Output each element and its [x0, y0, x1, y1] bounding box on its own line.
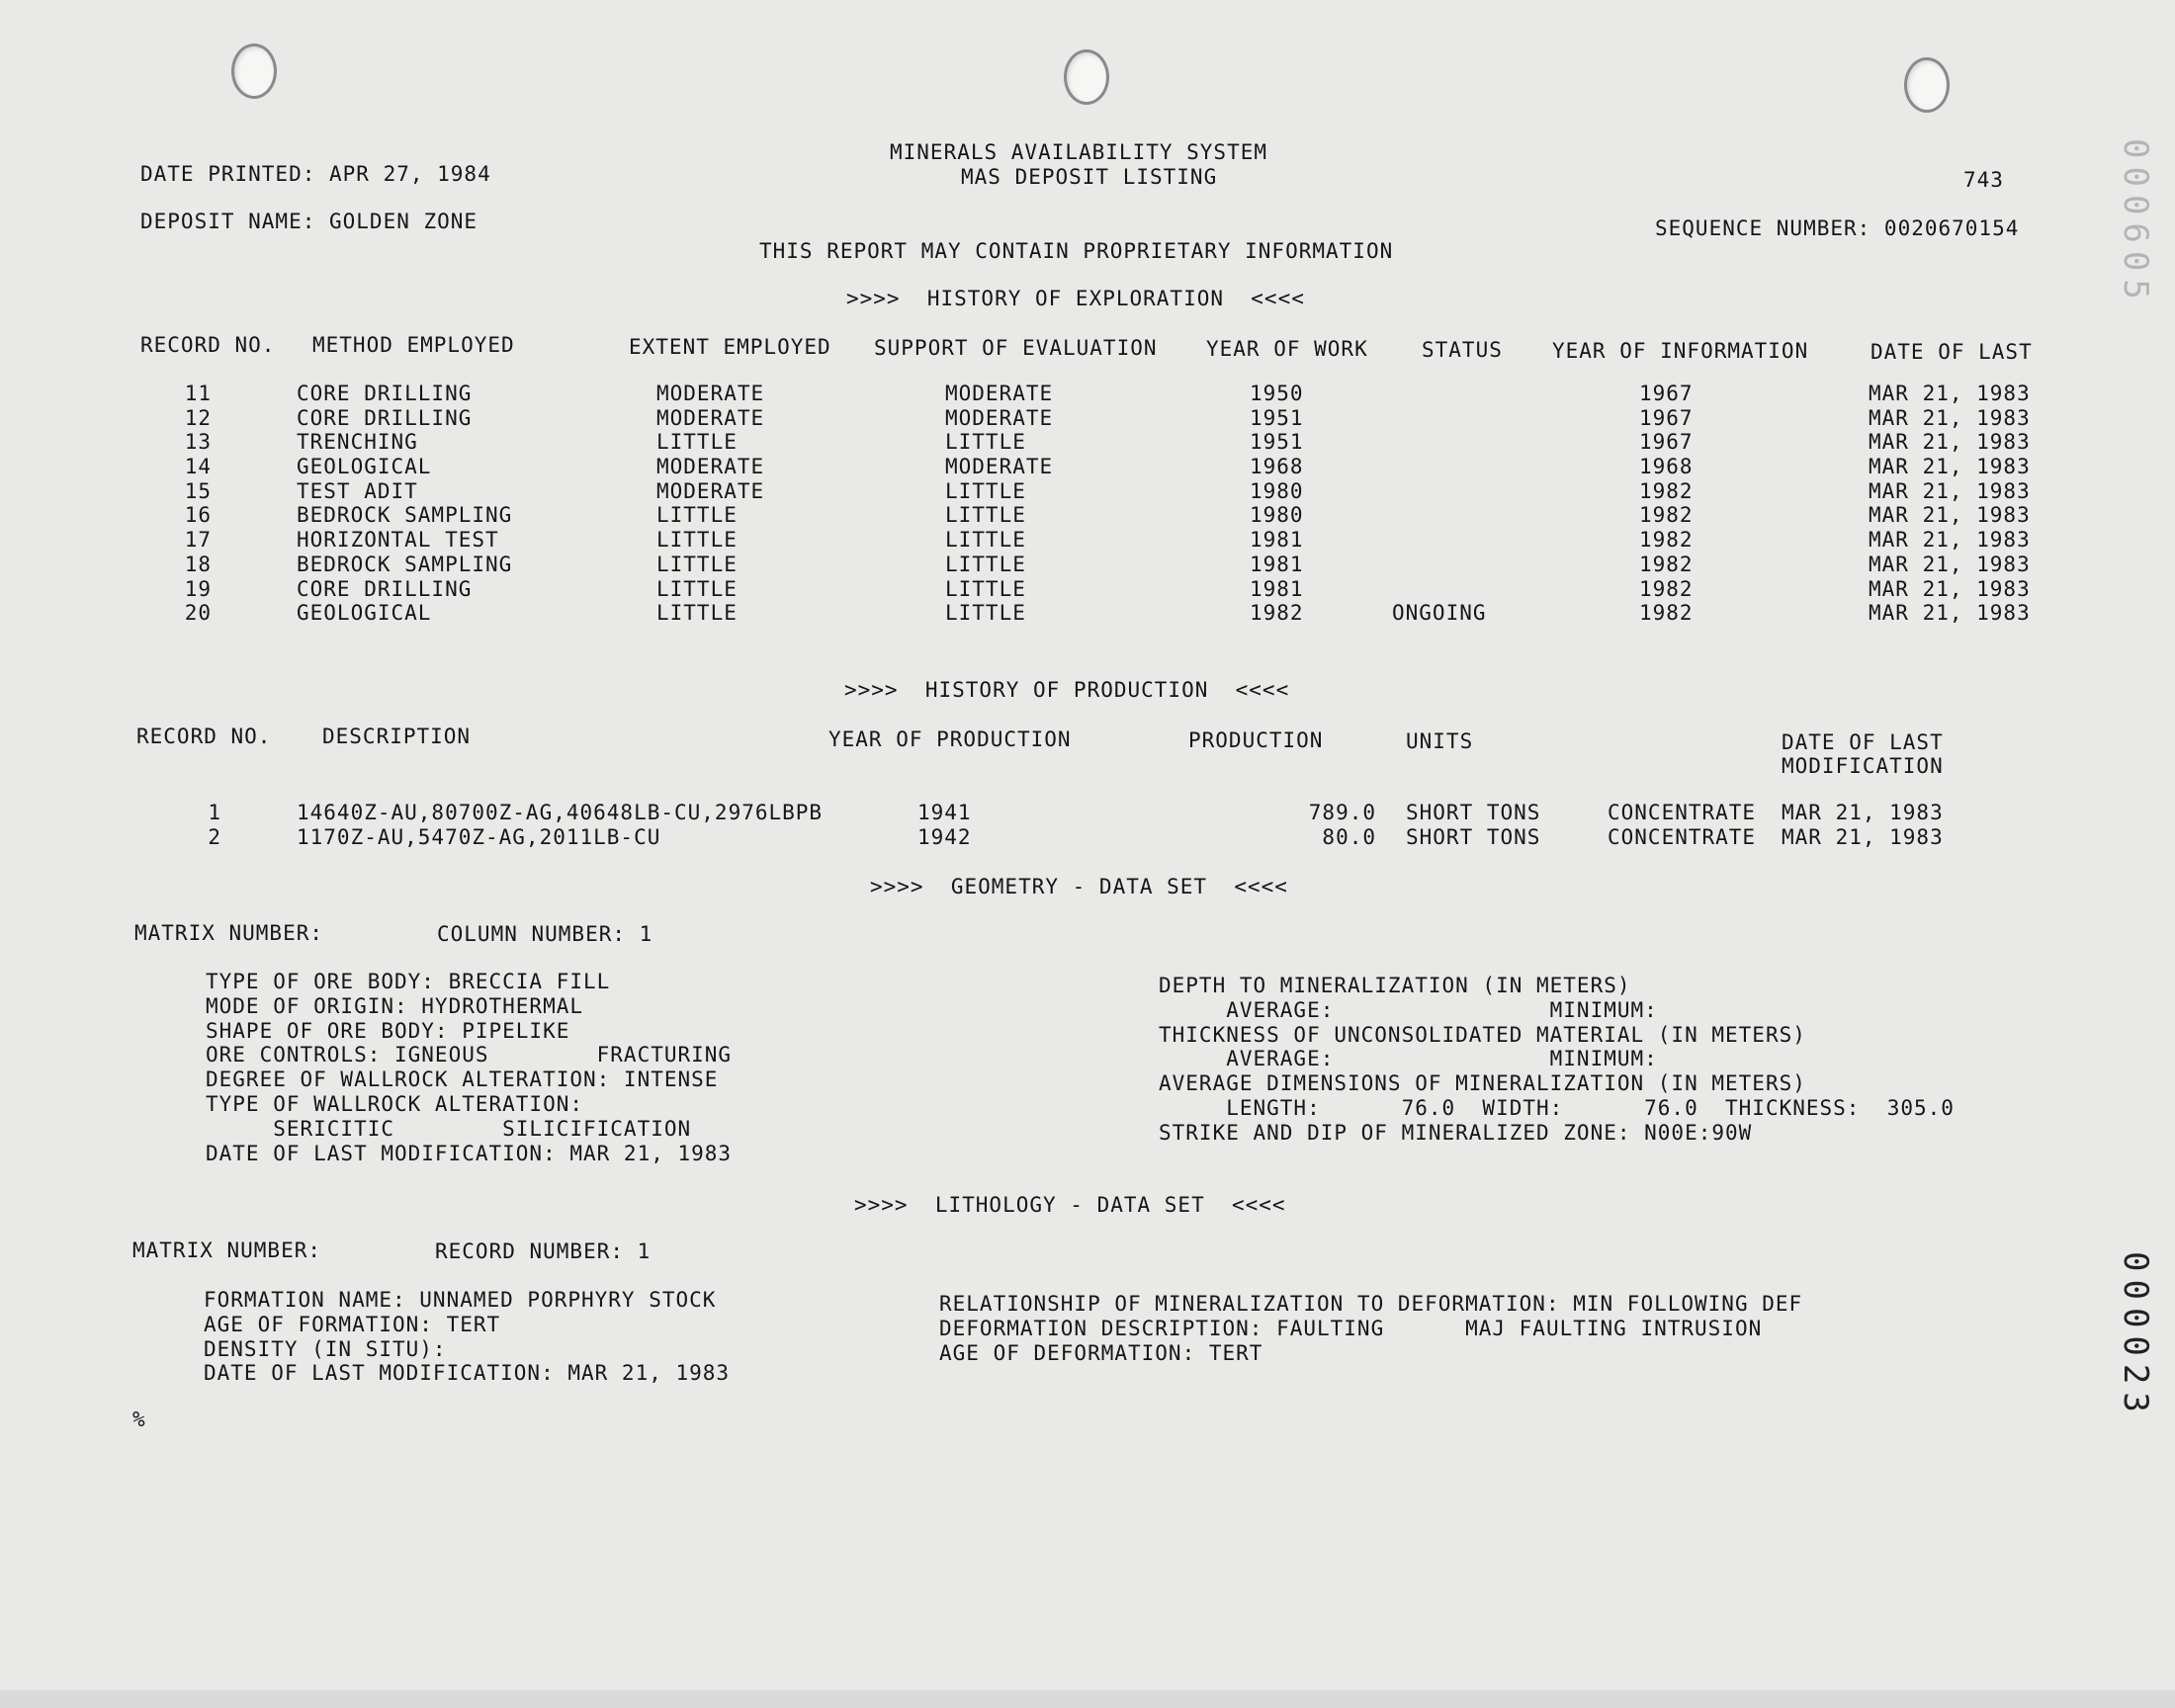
exploration-row	[0, 455, 2175, 479]
cell-method: TEST ADIT	[297, 478, 418, 503]
geometry-field: THICKNESS OF UNCONSOLIDATED MATERIAL (IN METERS)	[1159, 1022, 1806, 1047]
lithology-field: FORMATION NAME: UNNAMED PORPHYRY STOCK	[204, 1288, 717, 1312]
prod-col-units: UNITS	[1406, 729, 1474, 753]
geometry-left-block	[206, 970, 732, 1165]
lithology-field: AGE OF DEFORMATION: TERT	[939, 1340, 1263, 1365]
cell-product-type: CONCENTRATE	[1608, 801, 1757, 824]
cell-record-no: 15	[184, 478, 212, 503]
exploration-section-title: >>>> HISTORY OF EXPLORATION <<<<	[846, 287, 1305, 310]
exploration-row	[0, 503, 2175, 528]
geometry-matrix-number: MATRIX NUMBER:	[134, 921, 324, 945]
cell-support: LITTLE	[945, 601, 1026, 626]
cell-method: GEOLOGICAL	[297, 601, 432, 626]
cell-year: 1941	[917, 801, 972, 824]
cell-method: GEOLOGICAL	[297, 455, 432, 479]
cell-support: LITTLE	[945, 430, 1026, 455]
cell-date-last: MAR 21, 1983	[1869, 503, 2031, 528]
percent-mark: %	[132, 1408, 146, 1431]
exploration-row	[0, 577, 2175, 602]
geometry-column-number: COLUMN NUMBER: 1	[437, 922, 653, 946]
geometry-field: TYPE OF WALLROCK ALTERATION:	[206, 1091, 584, 1116]
cell-date-last: MAR 21, 1983	[1869, 478, 2031, 503]
cell-record-no: 13	[184, 430, 212, 455]
exploration-row	[0, 430, 2175, 455]
cell-extent: LITTLE	[656, 601, 738, 626]
cell-support: LITTLE	[945, 552, 1026, 576]
col-extent: EXTENT EMPLOYED	[629, 335, 831, 359]
exploration-row	[0, 406, 2175, 431]
geometry-field: SHAPE OF ORE BODY: PIPELIKE	[206, 1018, 570, 1043]
col-record-no: RECORD NO.	[140, 333, 276, 357]
cell-extent: MODERATE	[656, 455, 765, 479]
cell-date-last: MAR 21, 1983	[1869, 455, 2031, 479]
geometry-right-block	[1159, 974, 1955, 1146]
cell-year-work: 1981	[1250, 552, 1304, 576]
production-table	[0, 801, 2175, 849]
col-year-info: YEAR OF INFORMATION	[1552, 339, 1809, 363]
prod-col-production: PRODUCTION	[1188, 728, 1324, 752]
cell-record-no: 20	[184, 601, 212, 626]
side-stamp-top: 000605	[2116, 138, 2155, 307]
side-stamp-bottom: 000023	[2116, 1251, 2155, 1420]
cell-units: SHORT TONS	[1406, 801, 1541, 824]
date-printed: DATE PRINTED: APR 27, 1984	[140, 162, 491, 186]
prod-col-date-last: DATE OF LAST	[1782, 730, 1944, 754]
cell-date-last: MAR 21, 1983	[1782, 824, 1944, 849]
cell-method: CORE DRILLING	[297, 576, 473, 601]
col-method: METHOD EMPLOYED	[312, 333, 515, 357]
cell-method: CORE DRILLING	[297, 382, 473, 405]
system-title: MINERALS AVAILABILITY SYSTEM	[890, 140, 1268, 164]
cell-year-info: 1982	[1639, 601, 1694, 626]
cell-status: ONGOING	[1392, 601, 1487, 626]
cell-method: HORIZONTAL TEST	[297, 528, 499, 553]
cell-method: BEDROCK SAMPLING	[297, 552, 513, 576]
cell-year-work: 1981	[1250, 576, 1304, 601]
cell-year-info: 1982	[1639, 528, 1694, 553]
cell-extent: LITTLE	[656, 528, 738, 553]
geometry-field: ORE CONTROLS: IGNEOUS FRACTURING	[206, 1043, 733, 1068]
cell-record-no: 2	[208, 824, 221, 849]
exploration-row	[0, 553, 2175, 577]
cell-year-info: 1968	[1639, 455, 1694, 479]
cell-record-no: 1	[208, 801, 221, 824]
cell-year-work: 1981	[1250, 528, 1304, 553]
cell-method: CORE DRILLING	[297, 405, 473, 430]
cell-date-last: MAR 21, 1983	[1869, 430, 2031, 455]
production-row	[0, 801, 2175, 825]
cell-year-info: 1982	[1639, 576, 1694, 601]
exploration-row	[0, 528, 2175, 553]
geometry-field: AVERAGE: MINIMUM:	[1159, 1047, 1658, 1071]
cell-extent: LITTLE	[656, 430, 738, 455]
cell-support: MODERATE	[945, 382, 1054, 405]
lithology-record-number: RECORD NUMBER: 1	[435, 1239, 652, 1263]
cell-year-work: 1968	[1250, 455, 1304, 479]
geometry-section-title: >>>> GEOMETRY - DATA SET <<<<	[870, 875, 1288, 898]
punch-hole-center	[1064, 49, 1109, 105]
geometry-field: DATE OF LAST MODIFICATION: MAR 21, 1983	[206, 1141, 733, 1165]
cell-record-no: 16	[184, 503, 212, 528]
cell-extent: MODERATE	[656, 405, 765, 430]
cell-units: SHORT TONS	[1406, 824, 1541, 849]
exploration-row	[0, 601, 2175, 626]
cell-record-no: 11	[184, 382, 212, 405]
punch-hole-left	[231, 43, 277, 99]
cell-extent: LITTLE	[656, 503, 738, 528]
cell-record-no: 19	[184, 576, 212, 601]
cell-year-info: 1982	[1639, 503, 1694, 528]
cell-description: 14640Z-AU,80700Z-AG,40648LB-CU,2976LBPB	[297, 801, 824, 824]
col-support: SUPPORT OF EVALUATION	[874, 336, 1158, 360]
cell-year-info: 1982	[1639, 552, 1694, 576]
cell-record-no: 12	[184, 405, 212, 430]
cell-date-last: MAR 21, 1983	[1782, 801, 1944, 824]
cell-date-last: MAR 21, 1983	[1869, 405, 2031, 430]
lithology-matrix-number: MATRIX NUMBER:	[132, 1238, 322, 1262]
cell-year-info: 1967	[1639, 405, 1694, 430]
lithology-section-title: >>>> LITHOLOGY - DATA SET <<<<	[854, 1193, 1286, 1217]
cell-extent: LITTLE	[656, 576, 738, 601]
cell-support: MODERATE	[945, 455, 1054, 479]
cell-extent: MODERATE	[656, 478, 765, 503]
cell-year-work: 1982	[1250, 601, 1304, 626]
deposit-name: DEPOSIT NAME: GOLDEN ZONE	[140, 210, 478, 233]
prod-col-year: YEAR OF PRODUCTION	[828, 727, 1072, 751]
col-date-last: DATE OF LAST	[1870, 340, 2033, 364]
cell-production: 80.0	[1322, 824, 1376, 849]
geometry-field: DEPTH TO MINERALIZATION (IN METERS)	[1159, 974, 1631, 997]
cell-support: LITTLE	[945, 478, 1026, 503]
exploration-row	[0, 479, 2175, 504]
production-row	[0, 825, 2175, 850]
cell-year-work: 1950	[1250, 382, 1304, 405]
geometry-field: TYPE OF ORE BODY: BRECCIA FILL	[206, 970, 611, 993]
lithology-right-block	[939, 1292, 1802, 1365]
col-year-work: YEAR OF WORK	[1206, 337, 1368, 361]
prod-col-description: DESCRIPTION	[322, 725, 472, 748]
cell-year-info: 1967	[1639, 430, 1694, 455]
cell-method: BEDROCK SAMPLING	[297, 503, 513, 528]
cell-record-no: 18	[184, 552, 212, 576]
sequence-number: SEQUENCE NUMBER: 0020670154	[1655, 216, 2020, 240]
cell-date-last: MAR 21, 1983	[1869, 382, 2031, 405]
page-number: 743	[1963, 168, 2004, 192]
proprietary-notice: THIS REPORT MAY CONTAIN PROPRIETARY INFORMATION	[759, 239, 1394, 263]
exploration-table	[0, 382, 2175, 626]
cell-year-work: 1951	[1250, 430, 1304, 455]
col-status: STATUS	[1422, 338, 1503, 362]
cell-record-no: 14	[184, 455, 212, 479]
lithology-field: AGE OF FORMATION: TERT	[204, 1312, 501, 1336]
geometry-field: DEGREE OF WALLROCK ALTERATION: INTENSE	[206, 1068, 719, 1092]
page-bottom-edge	[0, 1690, 2175, 1708]
cell-record-no: 17	[184, 528, 212, 553]
cell-year-info: 1982	[1639, 478, 1694, 503]
cell-support: LITTLE	[945, 576, 1026, 601]
cell-year-work: 1980	[1250, 478, 1304, 503]
cell-extent: LITTLE	[656, 552, 738, 576]
geometry-field: AVERAGE DIMENSIONS OF MINERALIZATION (IN METERS)	[1159, 1071, 1806, 1096]
cell-year: 1942	[917, 824, 972, 849]
prod-col-date-last-2: MODIFICATION	[1782, 754, 1944, 778]
exploration-row	[0, 382, 2175, 406]
lithology-field: DEFORMATION DESCRIPTION: FAULTING MAJ FAULTING INTRUSION	[939, 1316, 1763, 1340]
cell-date-last: MAR 21, 1983	[1869, 576, 2031, 601]
cell-production: 789.0	[1308, 801, 1376, 824]
cell-support: LITTLE	[945, 503, 1026, 528]
geometry-field: STRIKE AND DIP OF MINERALIZED ZONE: N00E:90W	[1159, 1120, 1753, 1145]
cell-support: LITTLE	[945, 528, 1026, 553]
cell-extent: MODERATE	[656, 382, 765, 405]
lithology-left-block	[204, 1288, 730, 1386]
prod-col-record-no: RECORD NO.	[136, 725, 272, 748]
cell-date-last: MAR 21, 1983	[1869, 601, 2031, 626]
listing-title: MAS DEPOSIT LISTING	[961, 165, 1218, 189]
cell-method: TRENCHING	[297, 430, 418, 455]
cell-description: 1170Z-AU,5470Z-AG,2011LB-CU	[297, 824, 661, 849]
geometry-field: LENGTH: 76.0 WIDTH: 76.0 THICKNESS: 305.0	[1159, 1095, 1955, 1120]
cell-year-work: 1980	[1250, 503, 1304, 528]
cell-year-work: 1951	[1250, 405, 1304, 430]
lithology-field: DATE OF LAST MODIFICATION: MAR 21, 1983	[204, 1361, 731, 1386]
lithology-field: RELATIONSHIP OF MINERALIZATION TO DEFORMATION: MIN FOLLOWING DEF	[939, 1292, 1803, 1316]
cell-year-info: 1967	[1639, 382, 1694, 405]
production-section-title: >>>> HISTORY OF PRODUCTION <<<<	[844, 678, 1290, 702]
geometry-field: AVERAGE: MINIMUM:	[1159, 997, 1658, 1022]
lithology-field: DENSITY (IN SITU):	[204, 1336, 447, 1361]
cell-date-last: MAR 21, 1983	[1869, 528, 2031, 553]
geometry-field: SERICITIC SILICIFICATION	[206, 1116, 692, 1141]
cell-product-type: CONCENTRATE	[1608, 824, 1757, 849]
cell-support: MODERATE	[945, 405, 1054, 430]
cell-date-last: MAR 21, 1983	[1869, 552, 2031, 576]
geometry-field: MODE OF ORIGIN: HYDROTHERMAL	[206, 993, 584, 1018]
punch-hole-right	[1904, 57, 1950, 113]
